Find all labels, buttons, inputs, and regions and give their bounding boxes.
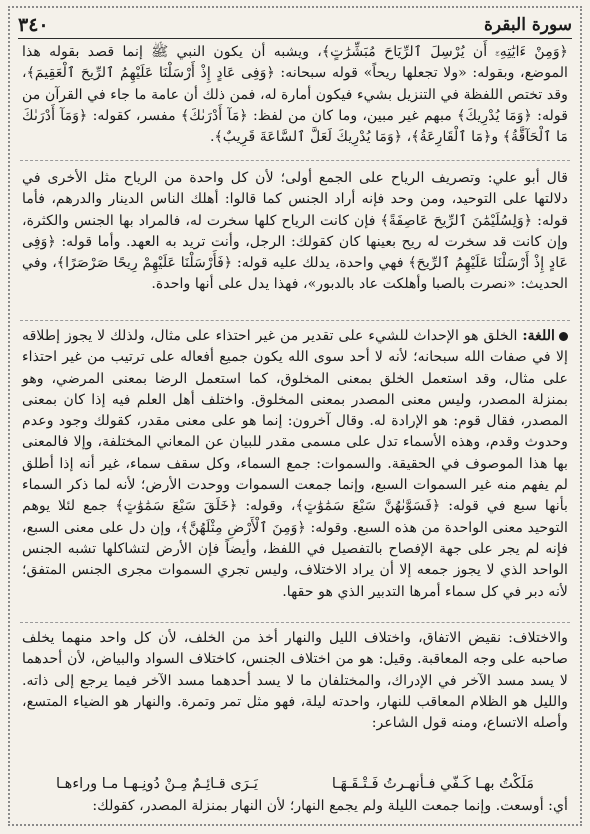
section-heading: اللغة: [522,328,555,344]
poem-hemistich-first: مَلَكْتُ بهـا كَـفّي فـأنهـرتُ فَـتْـقَـهَـا [331,776,534,792]
commentary-paragraph-2 [22,168,568,296]
poem-verse [22,774,568,795]
commentary-paragraph-1 [22,42,568,148]
page-number: ٣٤٠ [18,14,49,36]
bullet-icon [559,332,568,341]
paragraph-text: والاختلاف: نقيض الاتفاق، واختلاف الليل والنهار أخذ من الخلف، لأن كل واحد منهما يخلف صاحبه على وجه المعاقبة. وقيل: هو من اختلاف الجنس، كاختلاف السواد والبياض، لأن أحدهما لا يسد مسد الآخر في الإدراك، والمختلفان ما لا يسد أحدهما مسد الآخر فيما يرجع إلى ذاته. والليل هو الظلام المعاقب للنهار، واحدته ليلة، فهو مثل تمر وتمرة. والنهار هو الضياء المتسع، وأصله الاتساع، ومنه قول الشاعر: [22,630,568,732]
lugha-section [22,326,568,603]
section-divider [20,622,570,623]
section-divider [20,320,570,321]
paragraph-text: أي: أوسعت. وإنما جمعت الليلة ولم يجمع النهار؛ لأن النهار بمنزلة المصدر، كقولك: [92,798,568,814]
surah-title: سورة البقرة [484,15,572,35]
commentary-paragraph-4 [22,628,568,734]
poem-hemistich-second: يَـرَى قـائِـمٌ مِـنْ دُونِـهـا مـا وراءهـا [56,776,258,792]
last-line [22,796,568,817]
section-divider [20,160,570,161]
paragraph-text: ﴿وَمِنْ ءَايَٰتِهِۦٓ أَن يُرْسِلَ ٱلرِّيَاحَ مُبَشِّرَٰتٍ﴾، ويشبه أن يكون النبي ﷺ إنما قصد بقوله هذا الموضع، وبقوله: «ولا تجعلها ريحاً» قوله سبحانه: ﴿وَفِى عَادٍ إِذْ أَرْسَلْنَا عَلَيْهِمُ ٱلرِّيحَ ٱلْعَقِيمَ﴾، وقد تختص اللفظة في التنزيل بشيء فيكون أمارة له، فمن ذلك أن عامة ما جاء في القرآن من قوله: ﴿وَمَا يُدْرِيكَ﴾ مبهم غير مبين، وما كان من لفظ: ﴿مَآ أَدْرَىٰكَ﴾ مفسر، كقوله: ﴿وَمَآ أَدْرَىٰكَ مَا ٱلْحَآقَّةُ﴾ و﴿مَا ٱلْقَارِعَةُ﴾، ﴿وَمَا يُدْرِيكَ لَعَلَّ ٱلسَّاعَةَ قَرِيبٌ﴾. [22,44,568,146]
paragraph-text: قال أبو علي: وتصريف الرياح على الجمع أولى؛ لأن كل واحدة من الرياح مثل الأخرى في دلالتها على التوحيد، ومن وحد فإنه أراد الجنس كما قالوا: أهلك الناس الدينار والدرهم، فأما قوله: ﴿وَلِسُلَيْمَٰنَ ٱلرِّيحَ عَاصِفَةً﴾ فإن كانت الرياح كلها سخرت له، فالمراد بها الجنس والكثرة، وإن كانت قد سخرت له ريح بعينها كان كقولك: الرجل، وأنت تريد به العهد. وأما قوله: ﴿وَفِى عَادٍ إِذْ أَرْسَلْنَا عَلَيْهِمُ ٱلرِّيحَ﴾ فهي واحدة، يدلك عليه قوله: ﴿فَأَرْسَلْنَا عَلَيْهِمْ رِيحًا صَرْصَرًا﴾، وفي الحديث: «نصرت بالصبا وأهلكت عاد بالدبور»، فهذا يدل على أنها واحدة. [22,170,568,293]
page-header [18,12,572,39]
paragraph-text: الخلق هو الإحداث للشيء على تقدير من غير احتذاء على مثال، ولذلك لا يجوز إطلاقه إلا في صفات الله سبحانه؛ لأنه لا أحد سوى الله يكون جميع أفعاله على ترتيب من غير احتذاء على مثال، وقد استعمل الخلق بمعنى المخلوق، كما استعمل الرضا بمعنى المرضي، وهو بمنزلة المصدر، وليس معنى المصدر بمعنى المخلوق. واختلف أهل العلم فيه إذا كان بمعنى المصدر، فقال قوم: هو الإرادة له. وقال آخرون: إنما هو على معنى مقدر، كقولك وجود وعدم وحدوث وقدم، وهذه الأسماء تدل على مسمى مقدر للبيان عن المعاني المختلفة، وإلا فالمعنى بها هذا الموصوف في الحقيقة. والسموات: جمع السماء، وكل سقف سماء، غير أنه إذا أطلق لم يفهم منه غير السموات السبع، وإنما جمعت السموات ووحدت الأرض؛ لأنه لما ذكر السماء بأنها سبع في قوله: ﴿فَسَوَّىٰهُنَّ سَبْعَ سَمَٰوَٰتٍ﴾، وقوله: ﴿خَلَقَ سَبْعَ سَمَٰوَٰتٍ﴾ جمع لئلا يوهم التوحيد معنى الواحدة من هذه السبع. وقوله: ﴿وَمِنَ ٱلْأَرْضِ مِثْلَهُنَّ﴾، وإن دل على معنى السبع، فإنه لم يجر على جهة الإفصاح بالتفصيل في اللفظ، وأيضاً فإن الأرض لتشاكلها تشبه الجنس الواحد الذي لا يجوز جمعه إلا أن يراد الاختلاف، وليس تجري السموات مجرى الجنس المتفق؛ لأنه دبر في كل سماء أمرها التدبير الذي هو حقها. [22,328,568,600]
